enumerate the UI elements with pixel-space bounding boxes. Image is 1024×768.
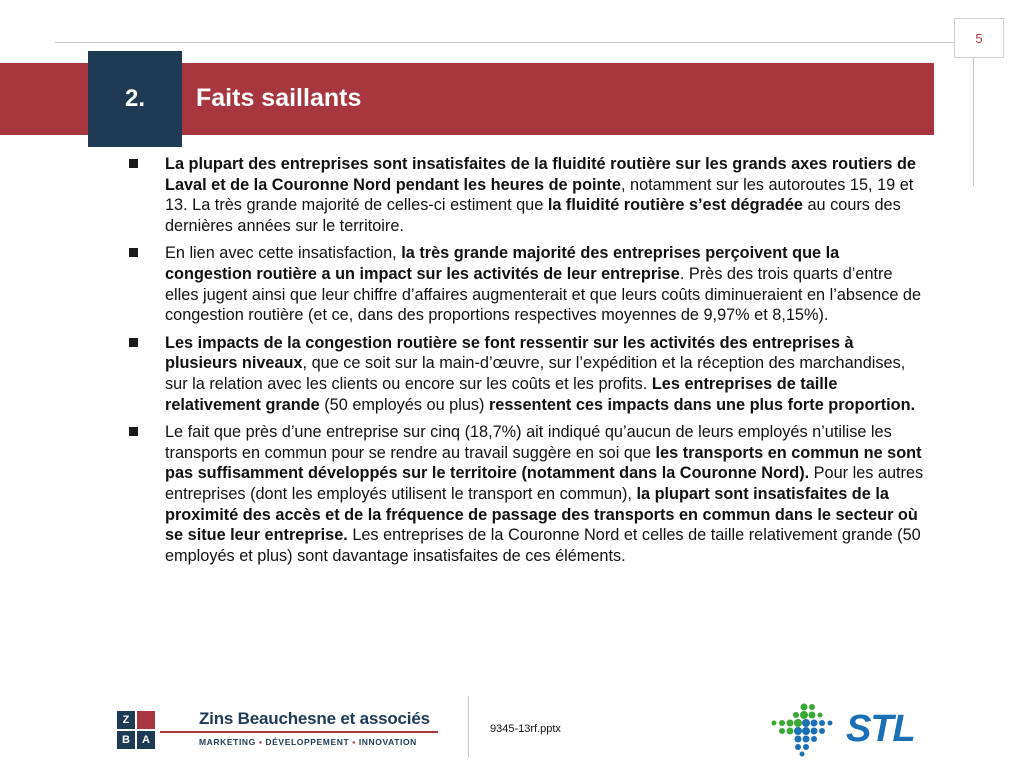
zba-logo (117, 711, 155, 749)
section-number: 2. (124, 85, 145, 112)
logo-letter-b: B (117, 731, 135, 749)
page-number-box (954, 18, 1004, 58)
bold-text: les transports en commun ne sont pas suffisamment développés sur le territoire (notamment dans la Couronne Nord). (165, 443, 922, 483)
square-bullet-icon (129, 159, 138, 168)
logo-letter-z: Z (117, 711, 135, 729)
company-name: Zins Beauchesne et associés (199, 709, 430, 728)
tagline-marketing: MARKETING (199, 737, 256, 747)
bullet-list (128, 154, 928, 573)
bold-text: Les impacts de la congestion routière se font ressentir sur les activités des entreprises à plusieurs niveaux (165, 333, 854, 373)
bold-text: Les entreprises de taille relativement grande (165, 374, 838, 414)
file-name: 9345-13rf.pptx (490, 723, 561, 735)
stl-logo (768, 701, 920, 757)
body-text: au cours des dernières années sur le territoire. (165, 196, 901, 235)
bold-text: ressentent ces impacts dans une plus forte proportion. (488, 395, 916, 414)
bold-text: la très grande majorité des entreprises perçoivent que la congestion routière a un impact sur les activités de leur entreprise (165, 244, 840, 283)
logo-letter-a: A (137, 731, 155, 749)
footer-divider (468, 696, 469, 758)
company-tagline: MARKETING ▪ DÉVELOPPEMENT ▪ INNOVATION (199, 737, 417, 747)
body-text: . Près des trois quarts d’entre elles jugent ainsi que leur chiffre d’affaires augmenterait et que leurs coûts diminueraient en l’absence de congestion routière (et ce, dans des proportions respectives moyennes de 9,97% et 8,15%). (165, 264, 922, 325)
body-text: (50 employés ou plus) (319, 395, 489, 414)
bold-text: La plupart des entreprises sont insatisfaites de la fluidité routière sur les grands axes routiers de Laval et de la Couronne Nord pendant les heures de pointe (165, 155, 916, 194)
right-divider (973, 58, 974, 186)
body-text: En lien avec cette insatisfaction, (165, 244, 402, 263)
body-text: Pour les autres entreprises (dont les employés utilisent le transport en commun), (165, 464, 924, 503)
bold-text: la plupart sont insatisfaites de la proximité des accès et de la fréquence de passage des transports en commun dans le secteur où se situe leur entreprise. (165, 484, 918, 545)
slide-title: Faits saillants (196, 84, 362, 112)
square-bullet-icon (129, 427, 138, 436)
body-text: , notamment sur les autoroutes 15, 19 et 13. La très grande majorité de celles-ci estiment que (165, 175, 914, 215)
logo-red-square (137, 711, 155, 729)
bullet-item (128, 333, 928, 415)
bold-text: la fluidité routière s’est dégradée (547, 196, 803, 215)
tagline-innovation: INNOVATION (358, 737, 417, 747)
bullet-item (128, 243, 928, 325)
square-bullet-icon (129, 338, 138, 347)
bullet-item (128, 422, 928, 566)
top-divider (55, 42, 955, 43)
page-number: 5 (975, 30, 983, 46)
body-text: Les entreprises de la Couronne Nord et celles de taille relativement grande (50 employés et plus) sont davantage insatisfaites de ces éléments. (165, 526, 921, 565)
square-bullet-icon (129, 248, 138, 257)
tagline-developpement: DÉVELOPPEMENT (265, 737, 350, 747)
bullet-item (128, 154, 928, 236)
stl-wordmark: STL (846, 708, 915, 750)
company-underline (160, 731, 438, 733)
body-text: Le fait que près d’une entreprise sur cinq (18,7%) ait indiqué qu’aucun de leurs employés n’utilise les transports en commun pour se rendre au travail suggère en soi que (165, 423, 892, 462)
body-text: , que ce soit sur la main-d’œuvre, sur l’expédition et la réception des marchandises, sur la relation avec les clients ou encore sur les coûts et les profits. (165, 354, 906, 393)
section-number-box (88, 51, 182, 147)
